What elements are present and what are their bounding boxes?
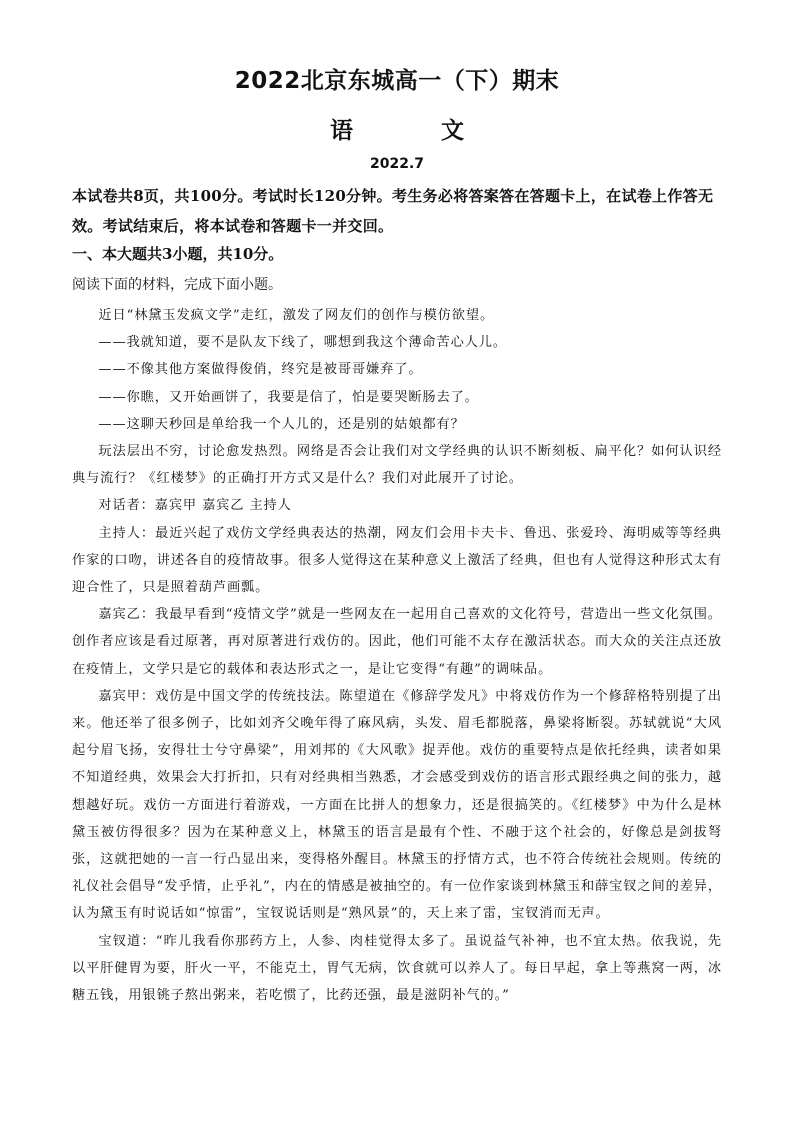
exam-date: 2022.7 bbox=[369, 156, 425, 172]
passage-paragraph: 对话者：嘉宾甲 嘉宾乙 主持人 bbox=[98, 498, 292, 514]
passage-paragraph: ——我就知道，要不是队友下线了，哪想到我这个薄命苦心人儿。 bbox=[98, 335, 507, 351]
subject-heading: 语 文 bbox=[329, 118, 504, 144]
page-title: 2022北京东城高一（下）期末 bbox=[234, 68, 560, 94]
exam-notice: 本试卷共8页，共100分。考试时长120分钟。考生务必将答案答在答题卡上，在试卷上作答无效。考试结束后，将本试卷和答题卡一并交回。 bbox=[72, 187, 714, 235]
passage-paragraph: 主持人：最近兴起了戏仿文学经典表达的热潮，网友们会用卡夫卡、鲁迅、张爱玲、海明威等等经典作家的口吻，讲述各自的疫情故事。很多人觉得这在某种意义上激活了经典，但也有人觉得这种形式太有迎合性了，只是照着葫芦画瓢。 bbox=[72, 525, 722, 596]
passage-paragraph: 近日“林黛玉发疯文学”走红，激发了网友们的创作与模仿欲望。 bbox=[98, 308, 495, 323]
reading-passage bbox=[72, 302, 722, 1009]
passage-paragraph: ——你瞧，又开始画饼了，我要是信了，怕是要哭断肠去了。 bbox=[98, 389, 479, 405]
passage-paragraph: 玩法层出不穷，讨论愈发热烈。网络是否会让我们对文学经典的认识不断刻板、扁平化？如何认识经典与流行？《红楼梦》的正确打开方式又是什么？我们对此展开了讨论。 bbox=[72, 444, 722, 487]
passage-paragraph: 宝钗道：“昨儿我看你那药方上，人参、肉桂觉得太多了。虽说益气补神，也不宜太热。依我说，先以平肝健胃为要，肝火一平，不能克土，胃气无病，饮食就可以养人了。每日早起，拿上等燕窝一两，冰糖五钱，用银铫子熬出粥来，若吃惯了，比药还强，最是滋阴补气的。” bbox=[72, 933, 722, 1004]
passage-paragraph: 嘉宾甲：戏仿是中国文学的传统技法。陈望道在《修辞学发凡》中将戏仿作为一个修辞格特别提了出来。他还举了很多例子，比如刘齐父晚年得了麻风病，头发、眉毛都脱落，鼻梁将断裂。苏轼就说“大风起兮眉飞扬，安得壮士兮守鼻梁”，用刘邦的《大风歌》捉弄他。戏仿的重要特点是依托经典，读者如果不知道经典，效果会大打折扣，只有对经典相当熟悉，才会感受到戏仿的语言形式跟经典之间的张力，越想越好玩。戏仿一方面进行着游戏，一方面在比拼人的想象力，还是很搞笑的。《红楼梦》中为什么是林黛玉被仿得很多？因为在某种意义上，林黛玉的语言是最有个性、不融于这个社会的，好像总是剑拔弩张，这就把她的一言一行凸显出来，变得格外醒目。林黛玉的抒情方式，也不符合传统社会规则。传统的礼仪社会倡导“发乎情，止乎礼”，内在的情感是被抽空的。有一位作家谈到林黛玉和薛宝钗之间的差异，认为黛玉有时说话如“惊雷”，宝钗说话则是“熟风景”的，天上来了雷，宝钗消而无声。 bbox=[72, 688, 722, 922]
passage-paragraph: ——这聊天秒回是单给我一个人儿的，还是别的姑娘都有？ bbox=[98, 416, 465, 432]
section-title: 一、本大题共3小题，共10分。 bbox=[72, 245, 284, 263]
reading-instruction: 阅读下面的材料，完成下面小题。 bbox=[72, 277, 282, 293]
passage-paragraph: 嘉宾乙：我最早看到“疫情文学”就是一些网友在一起用自己喜欢的文化符号，营造出一些文化氛围。创作者应该是看过原著，再对原著进行戏仿的。因此，他们可能不太存在激活状态。而大众的关注点还放在疫情上，文学只是它的载体和表达形式之一，是让它变得“有趣”的调味品。 bbox=[72, 607, 722, 677]
passage-paragraph: ——不像其他方案做得俊俏，终究是被哥哥嫌弃了。 bbox=[98, 362, 423, 378]
